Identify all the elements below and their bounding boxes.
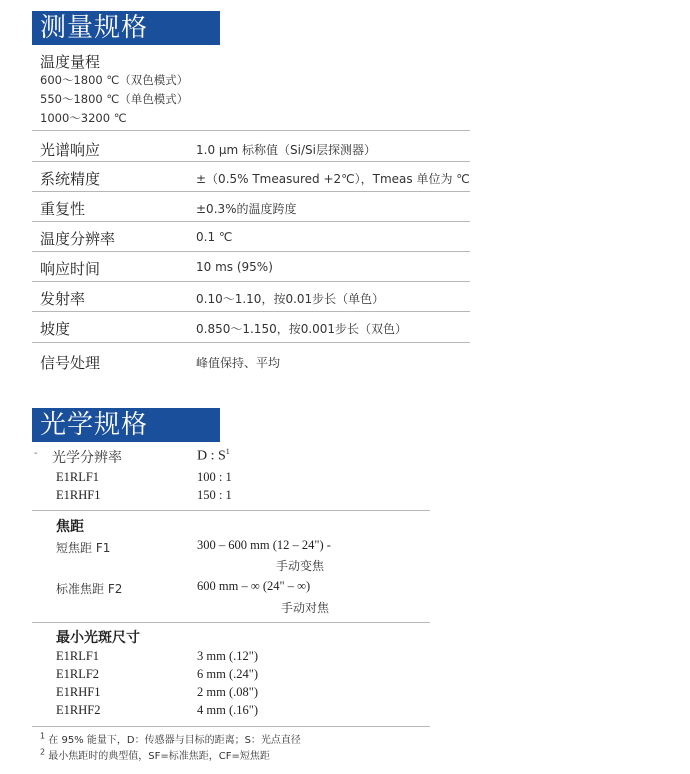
focus-value: 300 – 600 mm (12 – 24") -: [197, 538, 331, 552]
spec-label: 系统精度: [40, 170, 101, 188]
temp-range-label: 温度量程: [40, 53, 101, 71]
ds-ratio-label: D : S: [197, 448, 226, 464]
temp-range-line: 600～1800 ℃（双色模式）: [40, 73, 189, 87]
focus-name: 短焦距 F1: [56, 541, 111, 555]
footnote-number: 1: [40, 731, 46, 741]
spot-size-value: 3 mm (.12"): [197, 649, 258, 663]
spec-row: [32, 221, 470, 252]
spec-value: 峰值保持、平均: [196, 356, 281, 370]
spec-label: 光谱响应: [40, 141, 101, 159]
spec-label: 响应时间: [40, 260, 101, 278]
spec-row: [32, 281, 470, 312]
spot-size-label: 最小光斑尺寸: [56, 630, 140, 646]
dash-mark: -: [34, 448, 38, 459]
spot-size-value: 4 mm (.16"): [197, 703, 258, 717]
model-name: E1RLF2: [56, 667, 100, 681]
focus-value: 600 mm – ∞ (24" – ∞): [197, 579, 311, 593]
footnote-text: 最小焦距时的典型值，SF=标准焦距，CF=短焦距: [48, 751, 270, 762]
resolution-value: 100 : 1: [197, 470, 232, 484]
spec-value: 1.0 μm 标称值（Si/Si层探测器）: [196, 143, 376, 157]
divider: [32, 726, 430, 727]
divider: [32, 622, 430, 623]
spec-label: 坡度: [40, 320, 71, 338]
temp-range-line: 550～1800 ℃（单色模式）: [40, 92, 189, 106]
optical-resolution-label: 光学分辨率: [52, 450, 122, 466]
spec-row: [32, 191, 470, 222]
model-name: E1RHF1: [56, 685, 101, 699]
optical-resolution-header: [197, 447, 230, 465]
section-title-optical: 光学规格: [32, 408, 220, 442]
focus-note: 手动变焦: [276, 559, 325, 573]
temp-range-line: 1000～3200 ℃: [40, 111, 127, 125]
spec-value: ±（0.5% Tmeasured +2℃），Tmeas 单位为 ℃: [196, 172, 470, 186]
focus-label: 焦距: [56, 519, 84, 535]
footnote: [40, 731, 301, 746]
spec-label: 发射率: [40, 290, 86, 308]
focus-name: 标准焦距 F2: [56, 582, 123, 596]
model-name: E1RLF1: [56, 470, 100, 484]
spec-label: 重复性: [40, 200, 86, 218]
spot-size-value: 6 mm (.24"): [197, 667, 258, 681]
spot-size-value: 2 mm (.08"): [197, 685, 258, 699]
footnote-text: 在 95% 能量下，D：传感器与目标的距离；S：光点直径: [48, 735, 301, 746]
model-name: E1RHF2: [56, 703, 101, 717]
spec-value: 0.850～1.150，按0.001步长（双色）: [196, 322, 408, 336]
spec-value: ±0.3%的温度跨度: [196, 202, 297, 216]
model-name: E1RHF1: [56, 488, 101, 502]
spec-row: [32, 130, 470, 161]
spec-row: [32, 161, 470, 192]
divider: [32, 510, 430, 511]
section-title-measurement: 测量规格: [32, 11, 220, 45]
spec-row: [32, 311, 470, 342]
spec-label: 温度分辨率: [40, 230, 116, 248]
spec-row: [32, 342, 470, 373]
focus-note: 手动对焦: [281, 601, 330, 615]
footnote: [40, 747, 270, 762]
model-name: E1RLF1: [56, 649, 100, 663]
resolution-value: 150 : 1: [197, 488, 232, 502]
footnote-number: 2: [40, 747, 46, 757]
spec-value: 0.10～1.10，按0.01步长（单色）: [196, 292, 385, 306]
spec-value: 0.1 ℃: [196, 230, 233, 244]
spec-value: 10 ms (95%): [196, 260, 273, 274]
spec-row: [32, 251, 470, 282]
footnote-ref: 1: [225, 447, 230, 456]
spec-label: 信号处理: [40, 354, 101, 372]
